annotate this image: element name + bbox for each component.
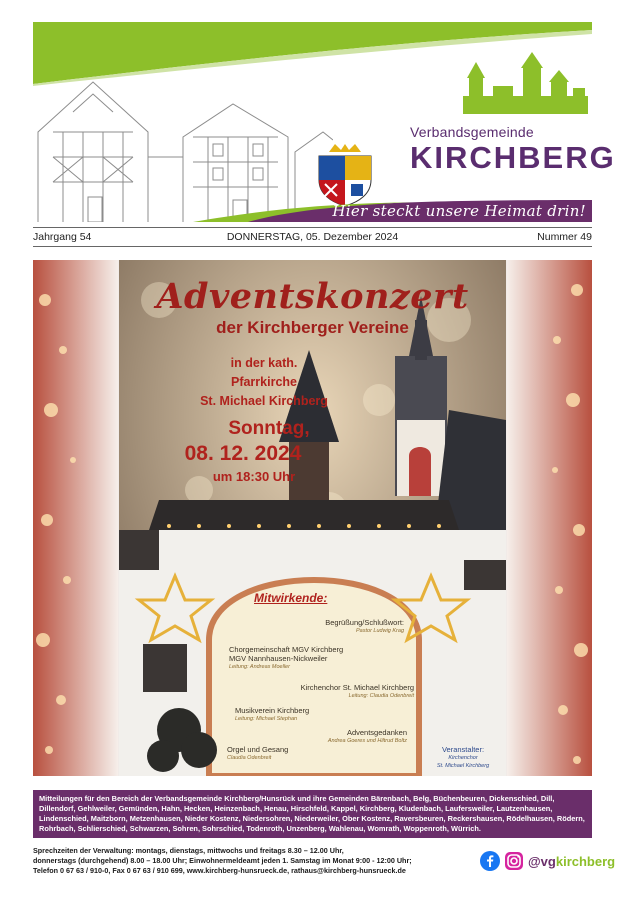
masthead [33, 22, 616, 222]
performer-detail: Andrea Goeres und Hiltrud Boltz [327, 738, 407, 744]
poster-date: 08. 12. 2024 [184, 442, 302, 465]
bokeh-lights-right [507, 260, 592, 776]
performer-entry [279, 728, 407, 745]
handle-name: kirchberg [555, 854, 616, 869]
kirchberg-wordmark: KIRCHBERG [410, 140, 616, 175]
performer-name: Begrüßung/Schlußwort: [325, 618, 404, 627]
performer-detail: Leitung: Claudia Odenbreit [348, 693, 414, 699]
performer-entry [235, 706, 355, 723]
organizer-line: St. Michael Kirchberg [436, 763, 490, 769]
performer-entry [309, 618, 404, 635]
volume-number: Jahrgang 54 [33, 231, 92, 243]
kirchberg-skyline-logo [463, 52, 588, 114]
performer-entry [227, 745, 327, 762]
performer-entry [229, 645, 369, 671]
poster-subtitle: der Kirchberger Vereine [216, 318, 409, 337]
poster-title: Adventskonzert [156, 276, 469, 317]
organizer-line: Kirchenchor [448, 755, 478, 761]
poster-time: um 18:30 Uhr [212, 469, 296, 484]
office-hours-contact [33, 846, 453, 876]
footer-line: donnerstags (durchgehend) 8.00 – 18.00 Uhr; Einwohnermeldeamt jeden 1. Samstag im Monat 9:00 - 12:00 Uhr; [33, 856, 412, 865]
poster-location [169, 354, 359, 411]
organizer-label: Veranstalter: [441, 745, 485, 754]
performer-detail: Claudia Odenbreit [227, 755, 272, 761]
cover-image [33, 260, 592, 776]
performers-heading: Mitwirkende: [254, 591, 328, 605]
performer-detail: Leitung: Michael Stephan [235, 716, 298, 722]
instagram-icon[interactable] [504, 851, 524, 871]
divider [33, 246, 592, 247]
footer-line: Sprechzeiten der Verwaltung: montags, dienstags, mittwochs und freitags 8.30 – 12.00 Uhr, [33, 846, 344, 855]
social-handle[interactable] [528, 854, 615, 869]
coat-of-arms-icon [315, 144, 375, 206]
performer-entry [269, 683, 414, 700]
verbandsgemeinde-label: Verbandsgemeinde [410, 124, 534, 140]
municipalities-info-bar: Mitteilungen für den Bereich der Verbandsgemeinde Kirchberg/Hunsrück und ihre Gemeinden Bärenbach, Belg, Büchenbeuren, Dickenschied, Dill, Dillendorf, Gehlweiler, Gemünden, Hahn, Hecken, Heinzenbach, Henau, Hirschfeld, Kappel, Kirchberg, Kludenbach, Laufersweiler, Lautzenhausen, Lindenschied, Maitzborn, Metzenhausen, Nieder Kostenz, Niedersohren, Niederweiler, Ober Kostenz, Raversbeuren, Reckershausen, Rödelhausen, Rödern, Rohrbach, Schlierschied, Schwarzen, Sohren, Sohrschied, Todenroth, Unzenberg, Wahlenau, Womrath, Woppenroth, Würrich. [33, 790, 592, 838]
location-line: St. Michael Kirchberg [200, 394, 328, 408]
concert-poster [119, 260, 506, 776]
performer-name: Adventsgedanken [346, 728, 407, 737]
slogan: Hier steckt unsere Heimat drin! [332, 202, 586, 220]
performer-detail: Pastor Ludwig Krag [356, 628, 404, 634]
performer-name: Orgel und Gesang [227, 745, 289, 754]
facebook-icon[interactable] [480, 851, 500, 871]
footer-line: Telefon 0 67 63 / 910-0, Fax 0 67 63 / 910 699, www.kirchberg-hunsrueck.de, rathaus@kirchberg-hunsrueck.de [33, 866, 406, 875]
performer-name: Chorgemeinschaft MGV Kirchberg [229, 645, 344, 654]
performer-name-2: MGV Nannhausen-Nickweiler [229, 654, 328, 663]
performer-name: Musikverein Kirchberg [235, 706, 310, 715]
bokeh-lights-left [33, 260, 118, 776]
performer-detail: Leitung: Andreas Moeller [229, 664, 290, 670]
location-line: in der kath. [230, 356, 298, 370]
handle-prefix: @vg [528, 854, 556, 869]
divider [33, 227, 592, 228]
issue-number: Nummer 49 [537, 231, 592, 243]
half-timbered-houses-sketch [33, 62, 333, 222]
issue-date: DONNERSTAG, 05. Dezember 2024 [226, 231, 399, 243]
organizer [424, 745, 502, 770]
location-line: Pfarrkirche [230, 375, 297, 389]
poster-day: Sonntag, [228, 418, 310, 439]
issue-line [33, 229, 592, 245]
performer-name: Kirchenchor St. Michael Kirchberg [300, 683, 414, 692]
